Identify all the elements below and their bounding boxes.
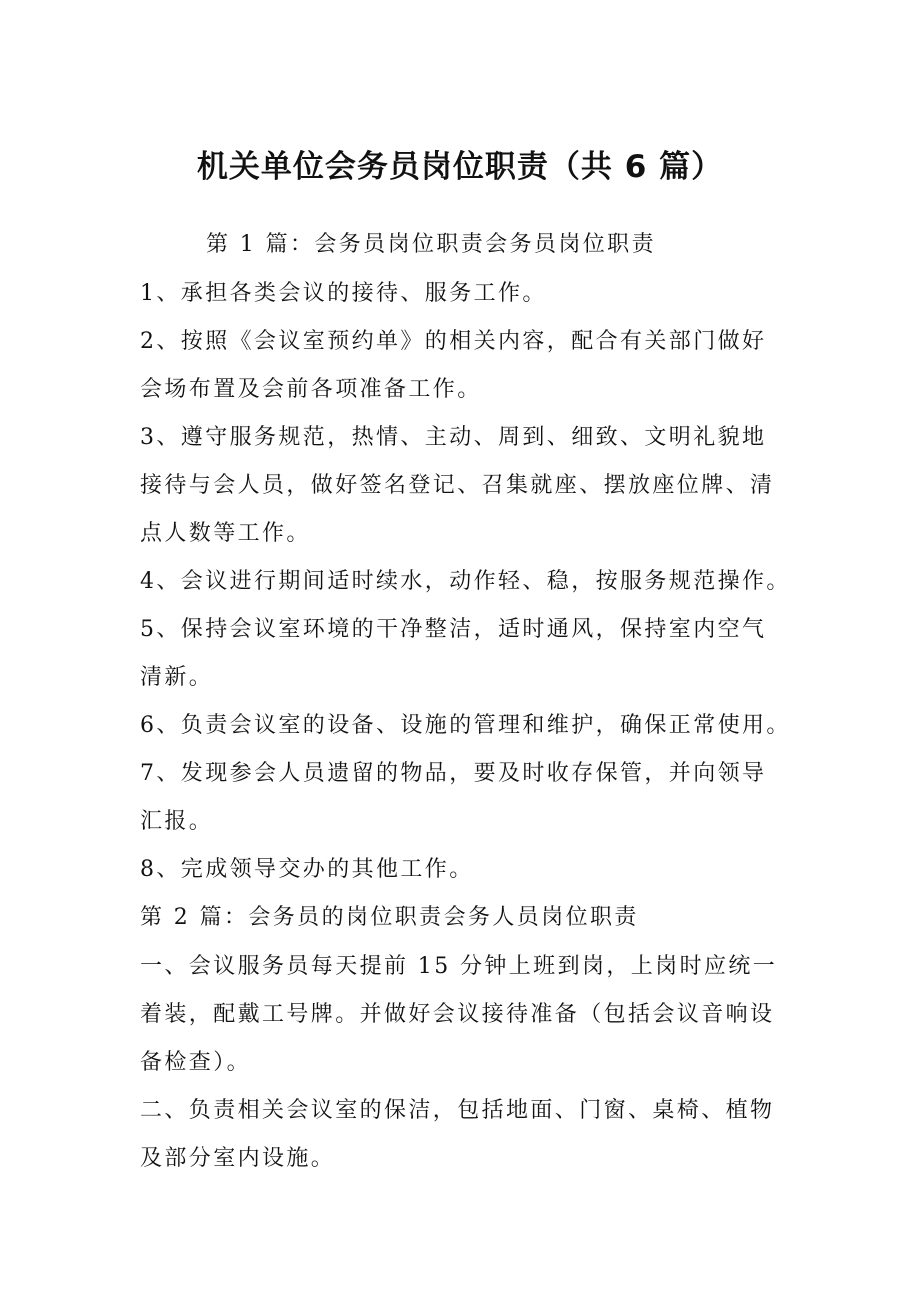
paragraph-line: 着装，配戴工号牌。并做好会议接待准备（包括会议音响设 (140, 1002, 775, 1027)
paragraph-line: 接待与会人员，做好签名登记、召集就座、摆放座位牌、清 (140, 473, 775, 498)
paragraph-line: 清新。 (140, 665, 214, 690)
paragraph-line: 二、负责相关会议室的保洁，包括地面、门窗、桌椅、植物 (140, 1098, 775, 1123)
paragraph-line: 4、会议进行期间适时续水，动作轻、稳，按服务规范操作。 (140, 569, 791, 594)
document-title: 机关单位会务员岗位职责（共 6 篇） (196, 149, 724, 185)
paragraph-line: 1、承担各类会议的接待、服务工作。 (140, 281, 547, 306)
paragraph-line: 点人数等工作。 (140, 521, 311, 546)
paragraph-line: 7、发现参会人员遗留的物品，要及时收存保管，并向领导 (140, 761, 767, 786)
paragraph-line: 3、遵守服务规范，热情、主动、周到、细致、文明礼貌地 (140, 425, 767, 450)
paragraph-line: 汇报。 (140, 809, 214, 834)
paragraph-line: 及部分室内设施。 (140, 1146, 336, 1171)
section-heading-2: 第 2 篇：会务员的岗位职责会务人员岗位职责 (140, 905, 639, 930)
section-heading-1: 第 1 篇：会务员岗位职责会务员岗位职责 (206, 232, 656, 257)
paragraph-line: 2、按照《会议室预约单》的相关内容，配合有关部门做好 (140, 329, 767, 354)
paragraph-line: 8、完成领导交办的其他工作。 (140, 857, 474, 882)
paragraph-line: 会场布置及会前各项准备工作。 (140, 377, 482, 402)
paragraph-line: 一、会议服务员每天提前 15 分钟上班到岗，上岗时应统一 (140, 954, 778, 979)
paragraph-line: 5、保持会议室环境的干净整洁，适时通风，保持室内空气 (140, 617, 767, 642)
paragraph-line: 6、负责会议室的设备、设施的管理和维护，确保正常使用。 (140, 713, 791, 738)
paragraph-line: 备检查）。 (140, 1050, 252, 1075)
